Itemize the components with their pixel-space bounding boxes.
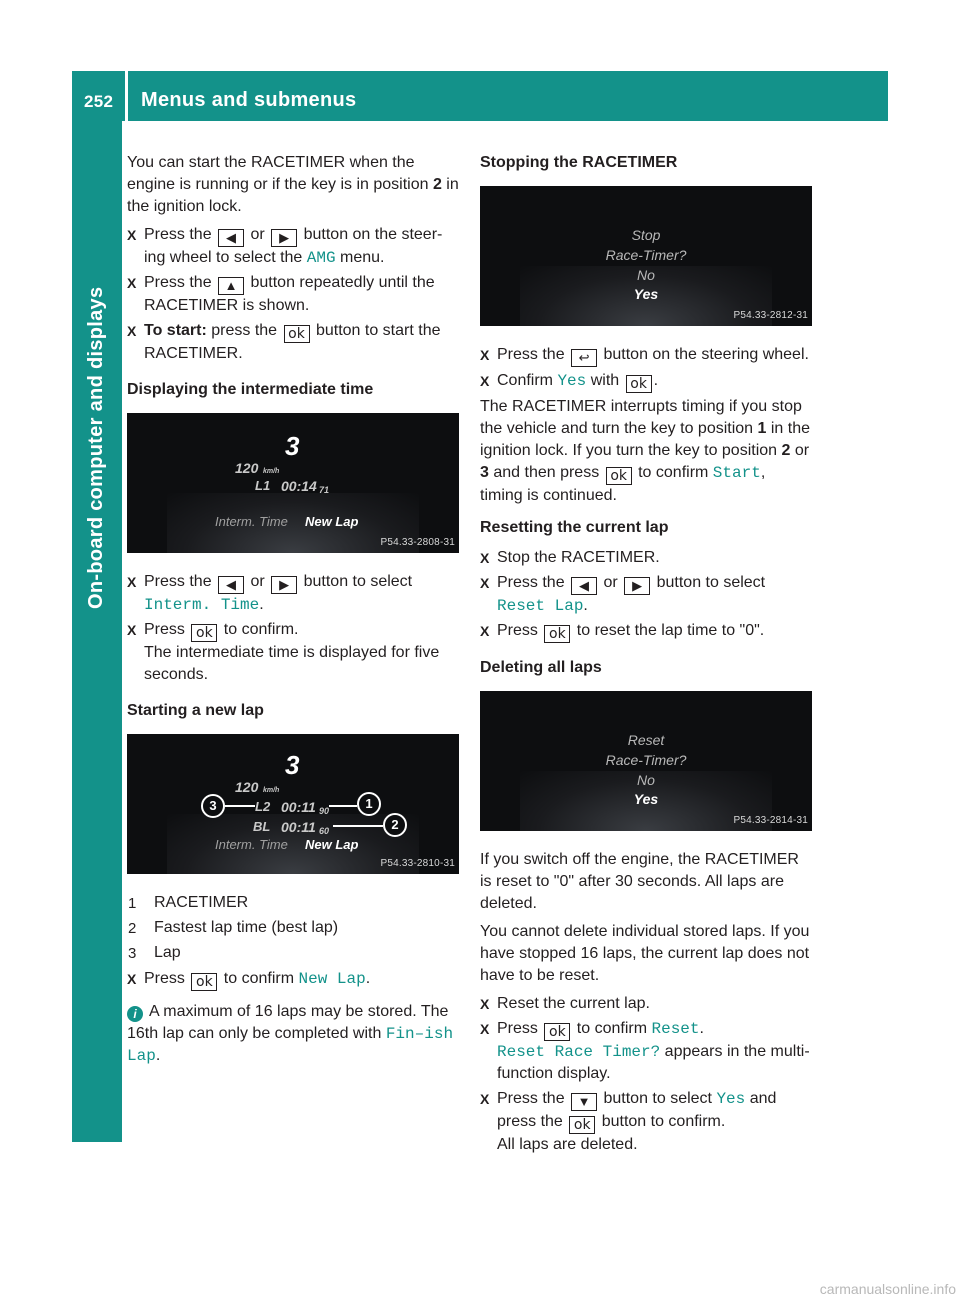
ok-key-icon: ok (284, 325, 310, 343)
step-confirm-yes: X Confirm Yes with ok . (480, 370, 812, 393)
callout-1: 1 (357, 792, 381, 816)
right-column (480, 152, 812, 1159)
info-icon: i (127, 1006, 143, 1022)
step-stop-racetimer: X Stop the RACETIMER. (480, 547, 812, 569)
display-text-interm: Interm. Time (144, 596, 260, 614)
display-image-intermediate: 120 km/h 3 L1 00:14 71 Interm. Time New Lap P54.33-2808-31 (127, 413, 459, 553)
left-arrow-key-icon: ◀ (218, 229, 244, 247)
heading-new-lap: Starting a new lap (127, 702, 264, 719)
right-arrow-key-icon: ▶ (624, 577, 650, 595)
display-text-finish-lap: Fin–ish Lap (127, 1025, 454, 1065)
image-code: P54.33-2814-31 (733, 815, 808, 826)
ok-key-icon: ok (544, 1023, 570, 1041)
chapter-sidebar (72, 121, 122, 1142)
display-text-reset: Reset (651, 1020, 700, 1038)
ok-key-icon: ok (569, 1116, 595, 1134)
page-title: Menus and submenus (141, 89, 357, 111)
legend-item-3: 3 Lap (128, 944, 181, 962)
legend-item-2: 2 Fastest lap time (best lap) (128, 919, 339, 937)
image-code: P54.33-2808-31 (380, 537, 455, 548)
reset-after-paragraph: If you switch off the engine, the RACETIMER is reset to "0" after 30 seconds. All laps are deleted. (480, 851, 799, 912)
left-arrow-key-icon: ◀ (571, 577, 597, 595)
page-number: 252 (84, 92, 114, 111)
display-text-reset-lap: Reset Lap (497, 597, 584, 615)
left-arrow-key-icon: ◀ (218, 576, 244, 594)
display-text-new-lap: New Lap (298, 970, 366, 988)
intro-paragraph: You can start the RACETIMER when the engine is running or if the key is in position 2 in the ignition lock. (127, 154, 459, 215)
step-select-amg: X Press the ◀ or ▶ button on the steer-ing wheel to select the AMG menu. (127, 224, 459, 269)
up-arrow-key-icon: ▲ (218, 277, 244, 295)
down-arrow-key-icon: ▼ (571, 1093, 597, 1111)
display-text-amg: AMG (306, 249, 336, 267)
header-divider (125, 71, 128, 121)
heading-stop: Stopping the RACETIMER (480, 154, 678, 171)
watermark: carmanualsonline.info (819, 1281, 956, 1297)
heading-delete: Deleting all laps (480, 659, 602, 676)
heading-reset: Resetting the current lap (480, 519, 669, 536)
display-image-reset: Reset Race-Timer? No Yes P54.33-2814-31 (480, 691, 812, 831)
step-select-yes: X Press the ▼ button to select Yes and press the ok button to confirm. All laps are deleted. (480, 1088, 812, 1156)
interrupt-paragraph: The RACETIMER interrupts timing if you stop the vehicle and turn the key to position 1 in the ignition lock. If you turn the key to position 2 or 3 and then press ok to confirm Start, timing is continued. (480, 398, 811, 504)
ok-key-icon: ok (606, 467, 632, 485)
step-select-interm: X Press the ◀ or ▶ button to select Interm. Time. (127, 571, 459, 616)
step-reset-lap-time: X Press ok to reset the lap time to "0". (480, 620, 812, 643)
callout-2: 2 (383, 813, 407, 837)
step-select-reset-lap: X Press the ◀ or ▶ button to select Reset Lap. (480, 572, 812, 617)
step-start: X To start: press the ok button to start the RACETIMER. (127, 320, 459, 365)
heading-intermediate: Displaying the intermediate time (127, 381, 374, 398)
back-key-icon: ↩ (571, 349, 597, 367)
step-confirm-new-lap: X Press ok to confirm New Lap. (127, 968, 459, 991)
right-arrow-key-icon: ▶ (271, 229, 297, 247)
ok-key-icon: ok (191, 624, 217, 642)
ok-key-icon: ok (544, 625, 570, 643)
step-reset-current: X Reset the current lap. (480, 993, 812, 1015)
legend-item-1: 1 RACETIMER (128, 894, 249, 912)
display-text-start: Start (712, 464, 761, 482)
right-arrow-key-icon: ▶ (271, 576, 297, 594)
display-image-stop: Stop Race-Timer? No Yes P54.33-2812-31 (480, 186, 812, 326)
cannot-delete-paragraph: You cannot delete individual stored laps. If you have stopped 16 laps, the current lap does not have to be reset. (480, 923, 810, 984)
display-image-new-lap: 120 km/h 3 L2 00:11 90 BL 00:11 60 Interm. Time New Lap 3 1 2 P54.33-2810-31 (127, 734, 459, 874)
display-text-reset-race-timer: Reset Race Timer? (497, 1043, 661, 1061)
step-confirm-interm: X Press ok to confirm. The intermediate time is displayed for five seconds. (127, 619, 459, 686)
left-column (127, 152, 459, 1073)
ok-key-icon: ok (191, 973, 217, 991)
chapter-label: On-board computer and displays (85, 286, 107, 609)
image-code: P54.33-2810-31 (380, 858, 455, 869)
display-text-yes-2: Yes (716, 1090, 746, 1108)
ok-key-icon: ok (626, 375, 652, 393)
step-press-back: X Press the ↩ button on the steering wheel. (480, 344, 812, 367)
step-show-racetimer: X Press the ▲ button repeatedly until the RACETIMER is shown. (127, 272, 459, 317)
display-text-yes: Yes (557, 372, 587, 390)
info-note: i A maximum of 16 laps may be stored. The 16th lap can only be completed with Fin–ish Lap. (127, 1003, 454, 1065)
image-code: P54.33-2812-31 (733, 310, 808, 321)
step-confirm-reset: X Press ok to confirm Reset. Reset Race Timer? appears in the multi-function display. (480, 1018, 812, 1085)
callout-3: 3 (201, 794, 225, 818)
page-header (72, 71, 888, 121)
